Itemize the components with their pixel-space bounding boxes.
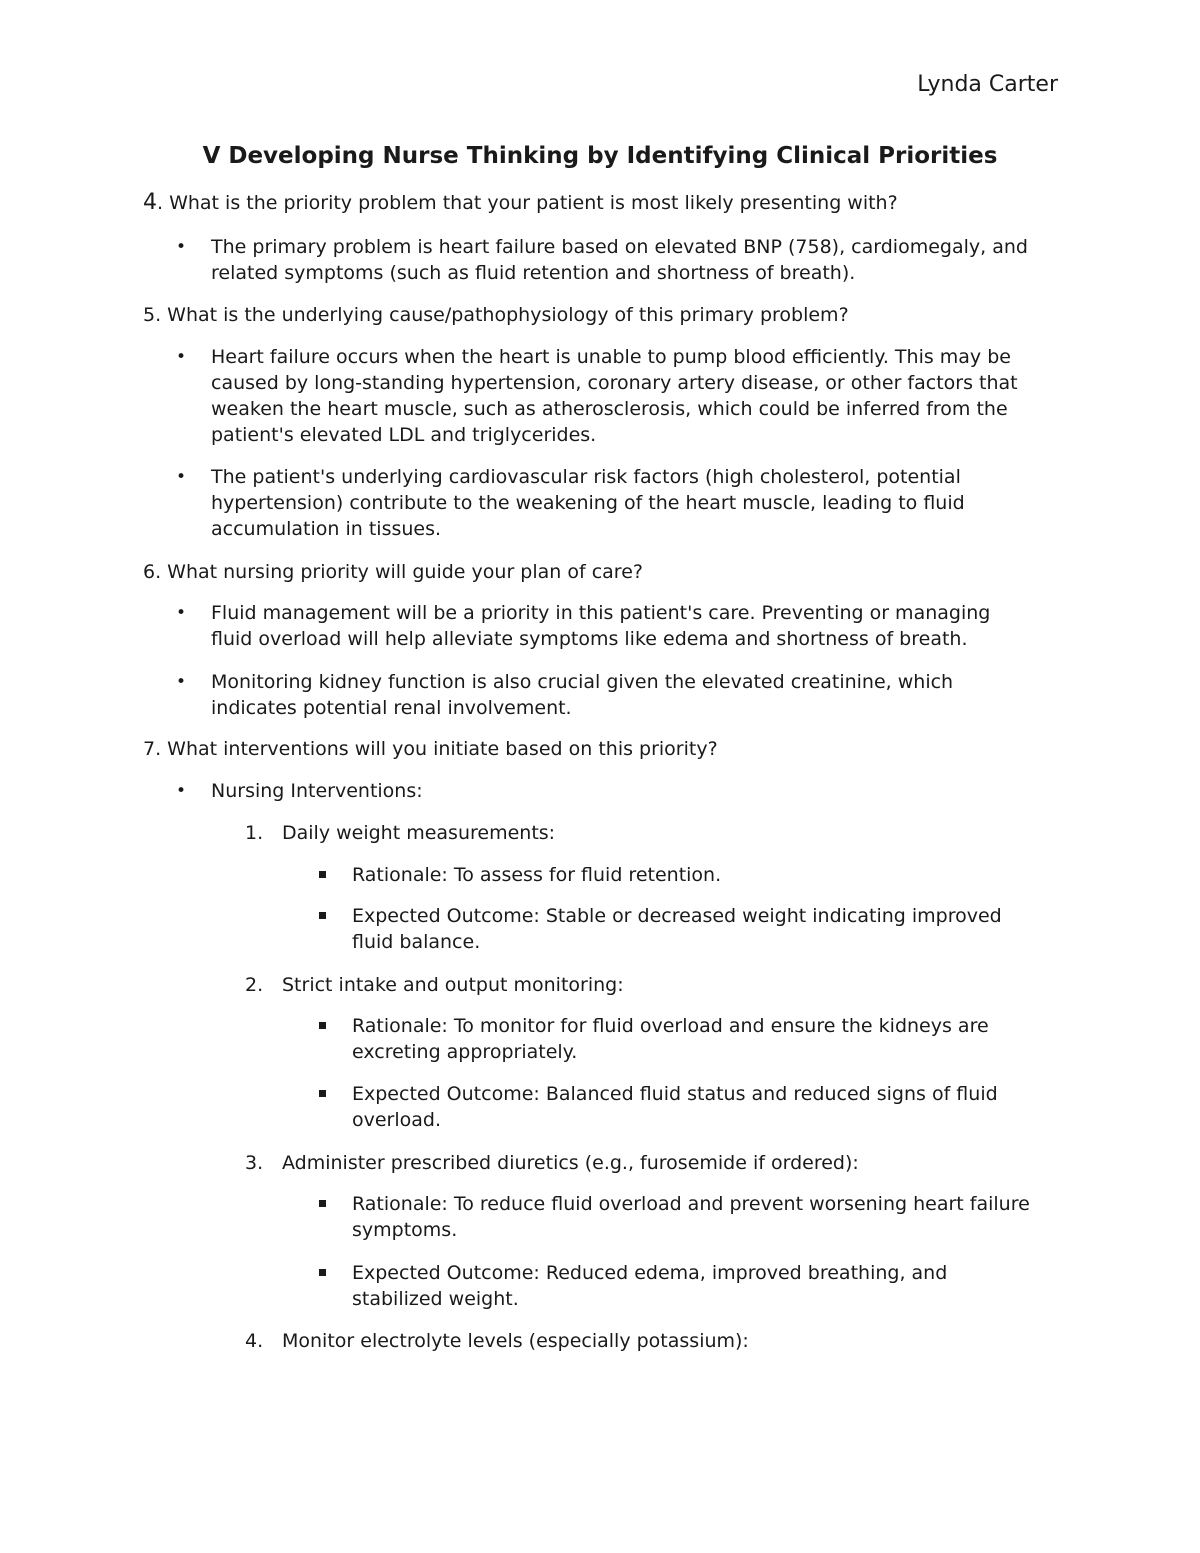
intervention-3-outcome-line-1: Expected Outcome: Reduced edema, improved breathing, and xyxy=(352,1262,948,1284)
square-bullet-icon xyxy=(319,1200,326,1207)
intervention-2-outcome-line-1: Expected Outcome: Balanced fluid status and reduced signs of fluid xyxy=(352,1083,998,1105)
q4-bullet-1 xyxy=(176,234,1071,286)
q5-bullet-1-line-3: weaken the heart muscle, such as atherosclerosis, which could be inferred from the xyxy=(211,398,1008,420)
document-title: V Developing Nurse Thinking by Identifying Clinical Priorities xyxy=(202,143,998,169)
intervention-1-sub-1 xyxy=(352,862,1072,888)
bullet-icon: • xyxy=(176,237,187,257)
author-name: Lynda Carter xyxy=(917,72,1058,97)
list-number: 4. xyxy=(245,1330,264,1352)
question-4-text: . What is the priority problem that your patient is most likely presenting with? xyxy=(157,192,898,214)
bullet-icon: • xyxy=(176,781,187,801)
list-number: 3. xyxy=(245,1152,264,1174)
q6-bullet-1-line-2: fluid overload will help alleviate symptoms like edema and shortness of breath. xyxy=(211,628,968,650)
q5-bullet-2 xyxy=(176,464,1071,542)
question-4-number: 4 xyxy=(143,190,157,215)
intervention-1-text: Daily weight measurements: xyxy=(282,822,556,844)
intervention-3-rationale-line-1: Rationale: To reduce fluid overload and prevent worsening heart failure xyxy=(352,1193,1030,1215)
q6-bullet-2 xyxy=(176,669,1071,721)
intervention-1-outcome-line-2: fluid balance. xyxy=(352,931,481,953)
question-4 xyxy=(143,190,898,216)
q5-bullet-2-line-3: accumulation in tissues. xyxy=(211,518,442,540)
q6-bullet-1 xyxy=(176,600,1071,652)
intervention-1-rationale: Rationale: To assess for fluid retention. xyxy=(352,864,722,886)
intervention-3-sub-2 xyxy=(352,1260,1072,1312)
q5-bullet-2-line-1: The patient's underlying cardiovascular risk factors (high cholesterol, potential xyxy=(211,466,961,488)
intervention-4-text: Monitor electrolyte levels (especially potassium): xyxy=(282,1330,749,1352)
q5-bullet-1-line-1: Heart failure occurs when the heart is unable to pump blood efficiently. This may be xyxy=(211,346,1011,368)
intervention-3 xyxy=(245,1150,859,1176)
q6-bullet-2-line-2: indicates potential renal involvement. xyxy=(211,697,572,719)
q6-bullet-2-line-1: Monitoring kidney function is also crucial given the elevated creatinine, which xyxy=(211,671,954,693)
q5-bullet-2-line-2: hypertension) contribute to the weakening of the heart muscle, leading to fluid xyxy=(211,492,965,514)
question-5: 5. What is the underlying cause/pathophysiology of this primary problem? xyxy=(143,304,849,326)
q7-bullet-1 xyxy=(176,778,1071,804)
bullet-icon: • xyxy=(176,603,187,623)
intervention-4 xyxy=(245,1328,749,1354)
square-bullet-icon xyxy=(319,1022,326,1029)
q4-bullet-1-line-1: The primary problem is heart failure based on elevated BNP (758), cardiomegaly, and xyxy=(211,236,1028,258)
intervention-2-sub-1 xyxy=(352,1013,1072,1065)
intervention-2-outcome-line-2: overload. xyxy=(352,1109,442,1131)
q4-bullet-1-line-2: related symptoms (such as fluid retention and shortness of breath). xyxy=(211,262,856,284)
square-bullet-icon xyxy=(319,1090,326,1097)
intervention-1-outcome-line-1: Expected Outcome: Stable or decreased weight indicating improved xyxy=(352,905,1002,927)
intervention-3-rationale-line-2: symptoms. xyxy=(352,1219,458,1241)
bullet-icon: • xyxy=(176,347,187,367)
intervention-1 xyxy=(245,820,556,846)
q5-bullet-1 xyxy=(176,344,1071,448)
question-6: 6. What nursing priority will guide your plan of care? xyxy=(143,561,643,583)
list-number: 2. xyxy=(245,974,264,996)
intervention-2-rationale-line-1: Rationale: To monitor for fluid overload and ensure the kidneys are xyxy=(352,1015,989,1037)
intervention-1-sub-2 xyxy=(352,903,1072,955)
square-bullet-icon xyxy=(319,1269,326,1276)
q5-bullet-1-line-2: caused by long-standing hypertension, coronary artery disease, or other factors that xyxy=(211,372,1018,394)
q7-bullet-1-text: Nursing Interventions: xyxy=(211,780,423,802)
intervention-3-outcome-line-2: stabilized weight. xyxy=(352,1288,519,1310)
bullet-icon: • xyxy=(176,672,187,692)
intervention-2-text: Strict intake and output monitoring: xyxy=(282,974,624,996)
bullet-icon: • xyxy=(176,467,187,487)
q5-bullet-1-line-4: patient's elevated LDL and triglycerides. xyxy=(211,424,597,446)
intervention-2-sub-2 xyxy=(352,1081,1072,1133)
square-bullet-icon xyxy=(319,912,326,919)
intervention-2 xyxy=(245,972,624,998)
q6-bullet-1-line-1: Fluid management will be a priority in this patient's care. Preventing or managing xyxy=(211,602,991,624)
intervention-2-rationale-line-2: excreting appropriately. xyxy=(352,1041,578,1063)
list-number: 1. xyxy=(245,822,264,844)
square-bullet-icon xyxy=(319,871,326,878)
intervention-3-sub-1 xyxy=(352,1191,1072,1243)
question-7: 7. What interventions will you initiate based on this priority? xyxy=(143,738,718,760)
intervention-3-text: Administer prescribed diuretics (e.g., furosemide if ordered): xyxy=(282,1152,859,1174)
